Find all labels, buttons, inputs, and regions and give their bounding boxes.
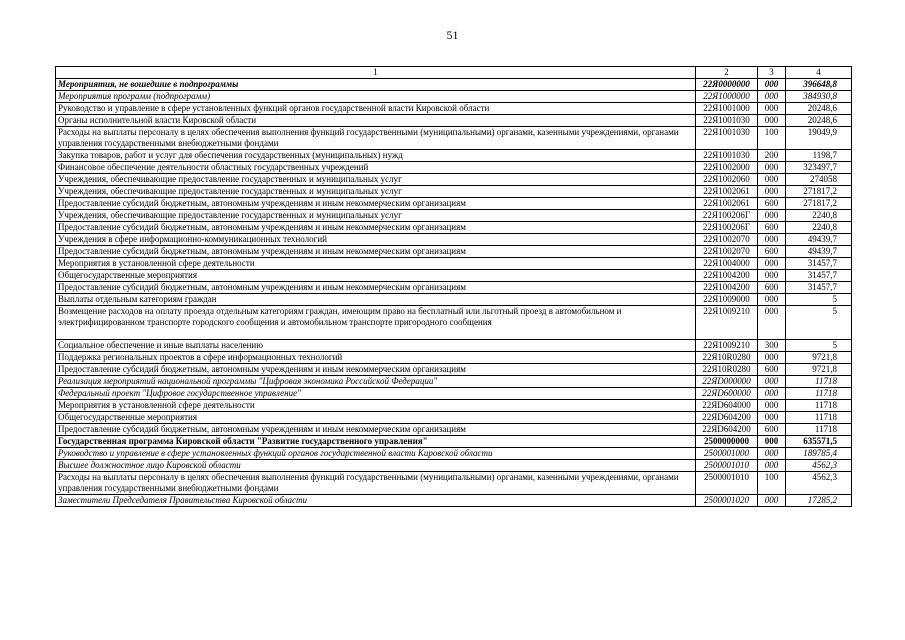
table-row: [56, 174, 852, 186]
table-row: [56, 412, 852, 424]
row-vr-cell: 000: [758, 210, 786, 222]
row-sum-cell: 4562,3: [786, 460, 852, 472]
table-header-row: [56, 67, 852, 79]
row-vr-cell: 600: [758, 282, 786, 294]
row-code-cell: 22Я100206Г: [696, 222, 758, 234]
row-vr-cell: 000: [758, 79, 786, 91]
page-number: 51: [446, 28, 459, 42]
row-code-cell: 22Я100206Г: [696, 210, 758, 222]
row-vr-cell: 000: [758, 388, 786, 400]
row-vr-cell: 000: [758, 234, 786, 246]
table-row: [56, 258, 852, 270]
row-name-cell: Общегосударственные мероприятия: [56, 412, 696, 424]
row-name-cell: Финансовое обеспечение деятельности областных государственных учреждений: [56, 162, 696, 174]
header-col-3: 3: [758, 67, 786, 79]
row-sum-cell: 274058: [786, 174, 852, 186]
row-code-cell: 22Я1001000: [696, 103, 758, 115]
row-vr-cell: 000: [758, 270, 786, 282]
row-sum-cell: 9721,8: [786, 352, 852, 364]
table-row: [56, 282, 852, 294]
row-vr-cell: 200: [758, 150, 786, 162]
row-vr-cell: 000: [758, 103, 786, 115]
row-vr-cell: 000: [758, 495, 786, 507]
row-code-cell: 22Я1000000: [696, 91, 758, 103]
table-row: [56, 91, 852, 103]
row-sum-cell: 31457,7: [786, 282, 852, 294]
row-name-cell: Общегосударственные мероприятия: [56, 270, 696, 282]
row-code-cell: 2500000000: [696, 436, 758, 448]
row-sum-cell: 189785,4: [786, 448, 852, 460]
row-code-cell: 2500001020: [696, 495, 758, 507]
row-code-cell: 22ЯD604200: [696, 424, 758, 436]
row-sum-cell: 19049,9: [786, 127, 852, 150]
row-code-cell: 2500001010: [696, 472, 758, 495]
row-code-cell: 22Я1009000: [696, 294, 758, 306]
row-sum-cell: 9721,8: [786, 364, 852, 376]
row-vr-cell: 100: [758, 127, 786, 150]
row-name-cell: Расходы на выплаты персоналу в целях обеспечения выполнения функций государственными (муниципальными) органами, казенными учреждениями, органами управления государственными внебюджетными фондами: [56, 127, 696, 150]
row-name-cell: Возмещение расходов на оплату проезда отдельным категориям граждан, имеющим право на бесплатный или льготный проезд в автомобильном и электрифицированном транспорте городского сообщения и автомобильном транспорте пригородного сообщения: [56, 306, 696, 340]
table-row: [56, 340, 852, 352]
row-vr-cell: 000: [758, 436, 786, 448]
row-sum-cell: 384930,8: [786, 91, 852, 103]
row-sum-cell: 11718: [786, 376, 852, 388]
row-sum-cell: 20248,6: [786, 115, 852, 127]
row-name-cell: Высшее должностное лицо Кировской области: [56, 460, 696, 472]
row-sum-cell: 11718: [786, 424, 852, 436]
table-row: [56, 400, 852, 412]
row-sum-cell: 11718: [786, 400, 852, 412]
row-vr-cell: 000: [758, 186, 786, 198]
row-code-cell: 22ЯD000000: [696, 376, 758, 388]
row-vr-cell: 000: [758, 91, 786, 103]
table-row: [56, 162, 852, 174]
row-sum-cell: 2240,8: [786, 210, 852, 222]
row-code-cell: 22Я1002070: [696, 234, 758, 246]
row-sum-cell: 4562,3: [786, 472, 852, 495]
row-name-cell: Руководство и управление в сфере установленных функций органов государственной власти Кировской области: [56, 103, 696, 115]
row-name-cell: Поддержка региональных проектов в сфере информационных технологий: [56, 352, 696, 364]
row-sum-cell: 49439,7: [786, 246, 852, 258]
row-name-cell: Мероприятия в установленной сфере деятельности: [56, 258, 696, 270]
row-sum-cell: 635571,5: [786, 436, 852, 448]
row-sum-cell: 31457,7: [786, 270, 852, 282]
table-row: [56, 79, 852, 91]
row-name-cell: Предоставление субсидий бюджетным, автономным учреждениям и иным некоммерческим организациям: [56, 246, 696, 258]
row-code-cell: 22Я1001030: [696, 115, 758, 127]
row-vr-cell: 000: [758, 258, 786, 270]
row-code-cell: 22Я1001030: [696, 127, 758, 150]
row-code-cell: 22Я1002000: [696, 162, 758, 174]
row-vr-cell: 000: [758, 162, 786, 174]
row-code-cell: 2500001010: [696, 460, 758, 472]
row-name-cell: Мероприятия, не вошедшие в подпрограммы: [56, 79, 696, 91]
table-row: [56, 424, 852, 436]
row-sum-cell: 2240,8: [786, 222, 852, 234]
row-vr-cell: 000: [758, 448, 786, 460]
budget-table: [55, 66, 852, 507]
row-code-cell: 22ЯD600000: [696, 388, 758, 400]
row-sum-cell: 396648,8: [786, 79, 852, 91]
row-code-cell: 2500001000: [696, 448, 758, 460]
row-code-cell: 22Я10R0280: [696, 364, 758, 376]
row-name-cell: Закупка товаров, работ и услуг для обеспечения государственных (муниципальных) нужд: [56, 150, 696, 162]
table-row: [56, 186, 852, 198]
row-sum-cell: 1198,7: [786, 150, 852, 162]
row-name-cell: Учреждения, обеспечивающие предоставление государственных и муниципальных услуг: [56, 174, 696, 186]
row-vr-cell: 000: [758, 294, 786, 306]
table-row: [56, 376, 852, 388]
row-name-cell: Руководство и управление в сфере установленных функций органов государственной власти Кировской области: [56, 448, 696, 460]
row-code-cell: 22Я10R0280: [696, 352, 758, 364]
row-name-cell: Органы исполнительной власти Кировской области: [56, 115, 696, 127]
row-code-cell: 22Я1001030: [696, 150, 758, 162]
table-row: [56, 222, 852, 234]
row-name-cell: Предоставление субсидий бюджетным, автономным учреждениям и иным некоммерческим организациям: [56, 424, 696, 436]
table-row: [56, 364, 852, 376]
row-vr-cell: 000: [758, 306, 786, 340]
row-name-cell: Мероприятия программ (подпрограмм): [56, 91, 696, 103]
row-sum-cell: 271817,2: [786, 186, 852, 198]
table-row: [56, 270, 852, 282]
row-vr-cell: 600: [758, 222, 786, 234]
row-name-cell: Предоставление субсидий бюджетным, автономным учреждениям и иным некоммерческим организациям: [56, 364, 696, 376]
table-row: [56, 234, 852, 246]
table-row: [56, 436, 852, 448]
table-row: [56, 472, 852, 495]
table-row: [56, 127, 852, 150]
row-vr-cell: 000: [758, 412, 786, 424]
table-row: [56, 115, 852, 127]
table-row: [56, 388, 852, 400]
table-row: [56, 246, 852, 258]
row-name-cell: Федеральный проект "Цифровое государственное управление": [56, 388, 696, 400]
row-vr-cell: 000: [758, 376, 786, 388]
row-vr-cell: 000: [758, 400, 786, 412]
row-name-cell: Расходы на выплаты персоналу в целях обеспечения выполнения функций государственными (муниципальными) органами, казенными учреждениями, органами управления государственными внебюджетными фондами: [56, 472, 696, 495]
row-sum-cell: 17285,2: [786, 495, 852, 507]
row-sum-cell: 5: [786, 306, 852, 340]
row-code-cell: 22ЯD604000: [696, 400, 758, 412]
row-sum-cell: 271817,2: [786, 198, 852, 210]
row-name-cell: Государственная программа Кировской области "Развитие государственного управления": [56, 436, 696, 448]
row-vr-cell: 600: [758, 246, 786, 258]
row-sum-cell: 20248,6: [786, 103, 852, 115]
table-row: [56, 460, 852, 472]
row-vr-cell: 600: [758, 198, 786, 210]
row-sum-cell: 11718: [786, 412, 852, 424]
table-row: [56, 495, 852, 507]
row-name-cell: Предоставление субсидий бюджетным, автономным учреждениям и иным некоммерческим организациям: [56, 198, 696, 210]
row-code-cell: 22Я1002060: [696, 174, 758, 186]
table-row: [56, 448, 852, 460]
row-name-cell: Учреждения, обеспечивающие предоставление государственных и муниципальных услуг: [56, 210, 696, 222]
row-name-cell: Реализация мероприятий национальной программы "Цифровая экономика Российской Федерации": [56, 376, 696, 388]
header-col-1: 1: [56, 67, 696, 79]
table-row: [56, 352, 852, 364]
table-body: [56, 79, 852, 507]
header-col-2: 2: [696, 67, 758, 79]
row-name-cell: Учреждения, обеспечивающие предоставление государственных и муниципальных услуг: [56, 186, 696, 198]
row-code-cell: 22Я1009210: [696, 306, 758, 340]
row-code-cell: 22Я1002061: [696, 186, 758, 198]
row-name-cell: Предоставление субсидий бюджетным, автономным учреждениям и иным некоммерческим организациям: [56, 282, 696, 294]
row-code-cell: 22Я1002061: [696, 198, 758, 210]
row-sum-cell: 49439,7: [786, 234, 852, 246]
row-vr-cell: 000: [758, 352, 786, 364]
row-code-cell: 22ЯD604200: [696, 412, 758, 424]
row-name-cell: Заместители Председателя Правительства Кировской области: [56, 495, 696, 507]
row-vr-cell: 600: [758, 424, 786, 436]
row-vr-cell: 000: [758, 174, 786, 186]
row-vr-cell: 300: [758, 340, 786, 352]
row-name-cell: Выплаты отдельным категориям граждан: [56, 294, 696, 306]
row-sum-cell: 11718: [786, 388, 852, 400]
row-name-cell: Социальное обеспечение и иные выплаты населению: [56, 340, 696, 352]
table-row: [56, 306, 852, 340]
table-row: [56, 210, 852, 222]
row-vr-cell: 600: [758, 364, 786, 376]
row-code-cell: 22Я1004000: [696, 258, 758, 270]
table-row: [56, 150, 852, 162]
row-sum-cell: 5: [786, 340, 852, 352]
row-vr-cell: 000: [758, 460, 786, 472]
row-name-cell: Предоставление субсидий бюджетным, автономным учреждениям и иным некоммерческим организациям: [56, 222, 696, 234]
row-sum-cell: 5: [786, 294, 852, 306]
header-col-4: 4: [786, 67, 852, 79]
row-code-cell: 22Я1002070: [696, 246, 758, 258]
row-code-cell: 22Я1004200: [696, 270, 758, 282]
table-row: [56, 103, 852, 115]
row-name-cell: Учреждения в сфере информационно-коммуникационных технологий: [56, 234, 696, 246]
row-code-cell: 22Я1004200: [696, 282, 758, 294]
row-code-cell: 22Я1009210: [696, 340, 758, 352]
row-code-cell: 22Я0000000: [696, 79, 758, 91]
row-sum-cell: 323497,7: [786, 162, 852, 174]
row-name-cell: Мероприятия в установленной сфере деятельности: [56, 400, 696, 412]
row-sum-cell: 31457,7: [786, 258, 852, 270]
table-row: [56, 294, 852, 306]
row-vr-cell: 100: [758, 472, 786, 495]
row-vr-cell: 000: [758, 115, 786, 127]
table-row: [56, 198, 852, 210]
